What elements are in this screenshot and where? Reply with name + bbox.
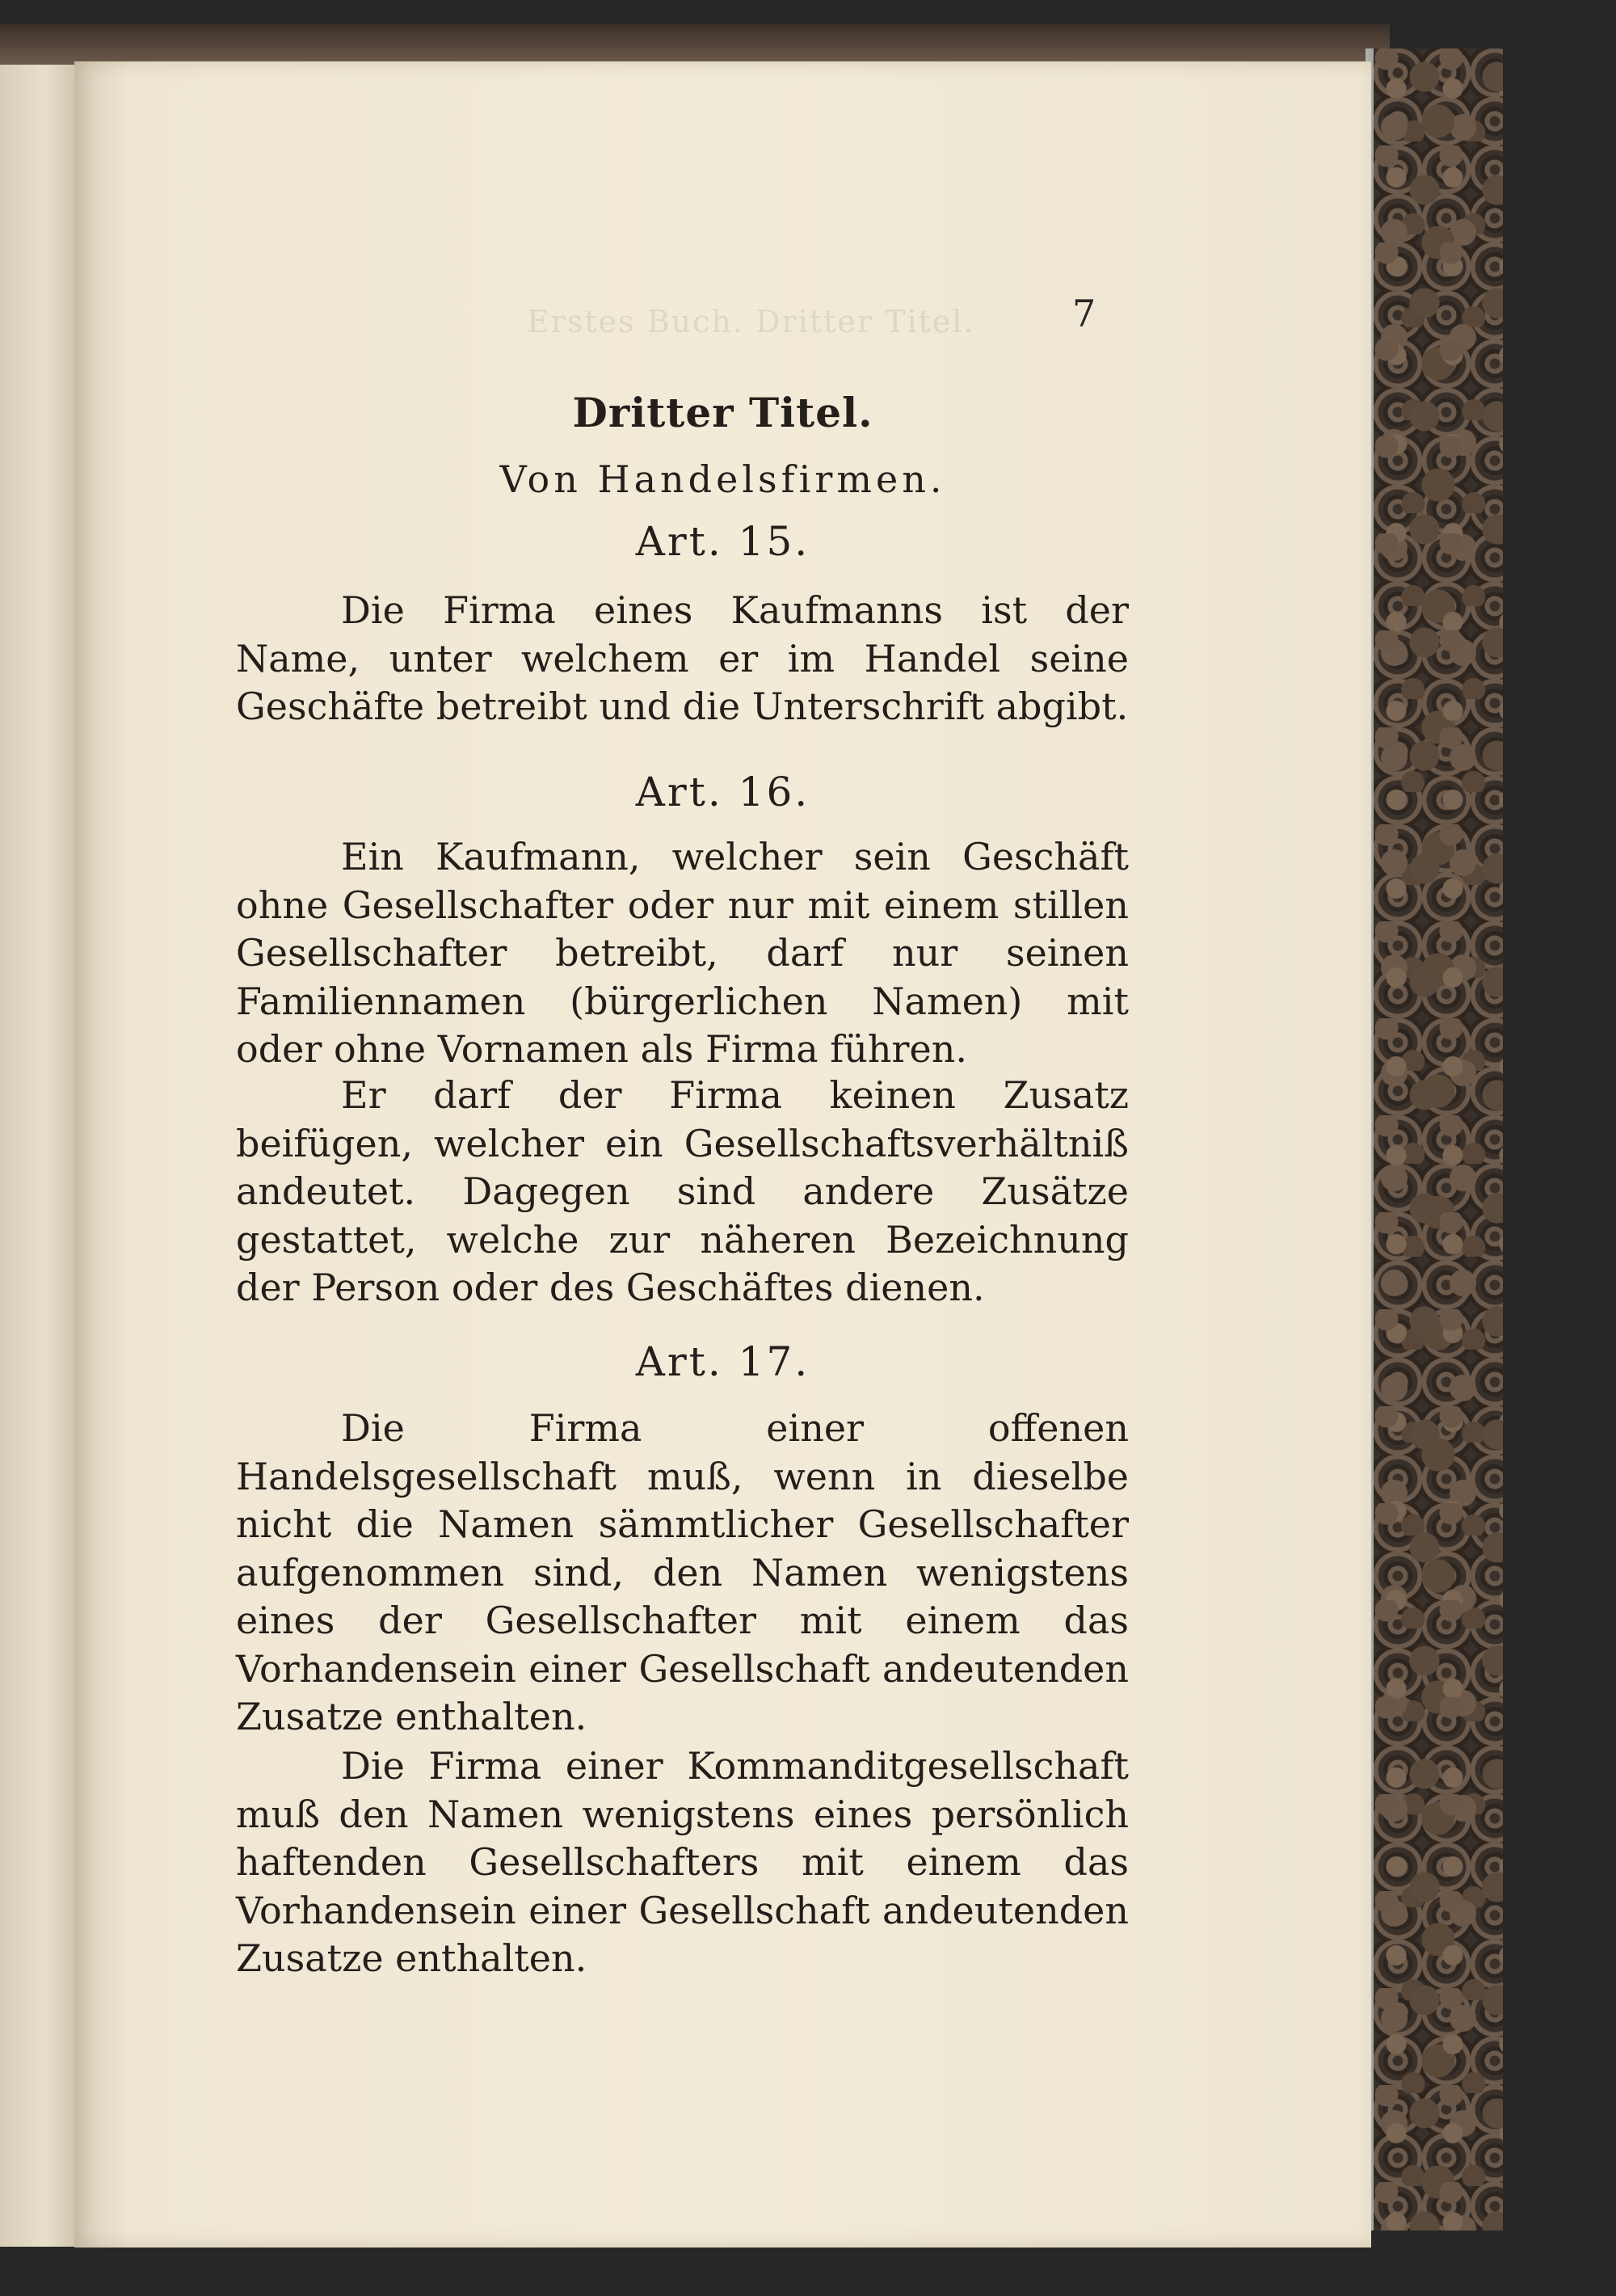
paragraph: Er darf der Firma keinen Zusatz beifügen, welcher ein Gesellschaftsverhältniß andeutet. Dagegen sind andere Zusätze gestattet, welche zur näheren Bezeichnung der Person oder des Geschäftes dienen. [236, 1073, 1129, 1309]
article-heading-16: Art. 16. [635, 769, 810, 815]
article-17-text-2 [236, 1742, 1129, 1983]
article-16-text-2 [236, 1072, 1129, 1312]
article-17-text [236, 1405, 1129, 1742]
verso-page-edge [0, 65, 78, 2247]
title-heading: Dritter Titel. [572, 389, 873, 436]
article-16-text [236, 833, 1129, 1074]
title-subheading: Von Handelsfirmen. [499, 457, 946, 501]
paragraph: Die Firma eines Kaufmanns ist der Name, unter welchem er im Handel seine Geschäfte betreibt und die Unterschrift abgibt. [236, 588, 1129, 728]
article-heading-17: Art. 17. [635, 1338, 810, 1385]
paragraph: Ein Kaufmann, welcher sein Geschäft ohne Gesellschafter oder nur mit einem stillen Gesellschafter betreibt, darf nur seinen Familiennamen (bürgerlichen Namen) mit oder ohne Vornamen als Firma führen. [236, 835, 1129, 1071]
bleed-through-header: Erstes Buch. Dritter Titel. [527, 304, 975, 339]
article-15-text [236, 587, 1129, 731]
page-number: 7 [1072, 292, 1096, 335]
paragraph: Die Firma einer offenen Handelsgesellschaft muß, wenn in dieselbe nicht die Namen sämmtlicher Gesellschafter aufgenommen sind, den Namen wenigstens eines der Gesellschafter mit einem das Vorhandensein einer Gesellschaft andeutenden Zusatze enthalten. [236, 1406, 1129, 1738]
recto-page [74, 61, 1371, 2248]
article-heading-15: Art. 15. [635, 518, 810, 565]
marbled-cover-board [1374, 48, 1503, 2231]
paragraph: Die Firma einer Kommanditgesellschaft muß den Namen wenigstens eines persönlich haftenden Gesellschafters mit einem das Vorhandensein einer Gesellschaft andeutenden Zusatze enthalten. [236, 1744, 1129, 1980]
